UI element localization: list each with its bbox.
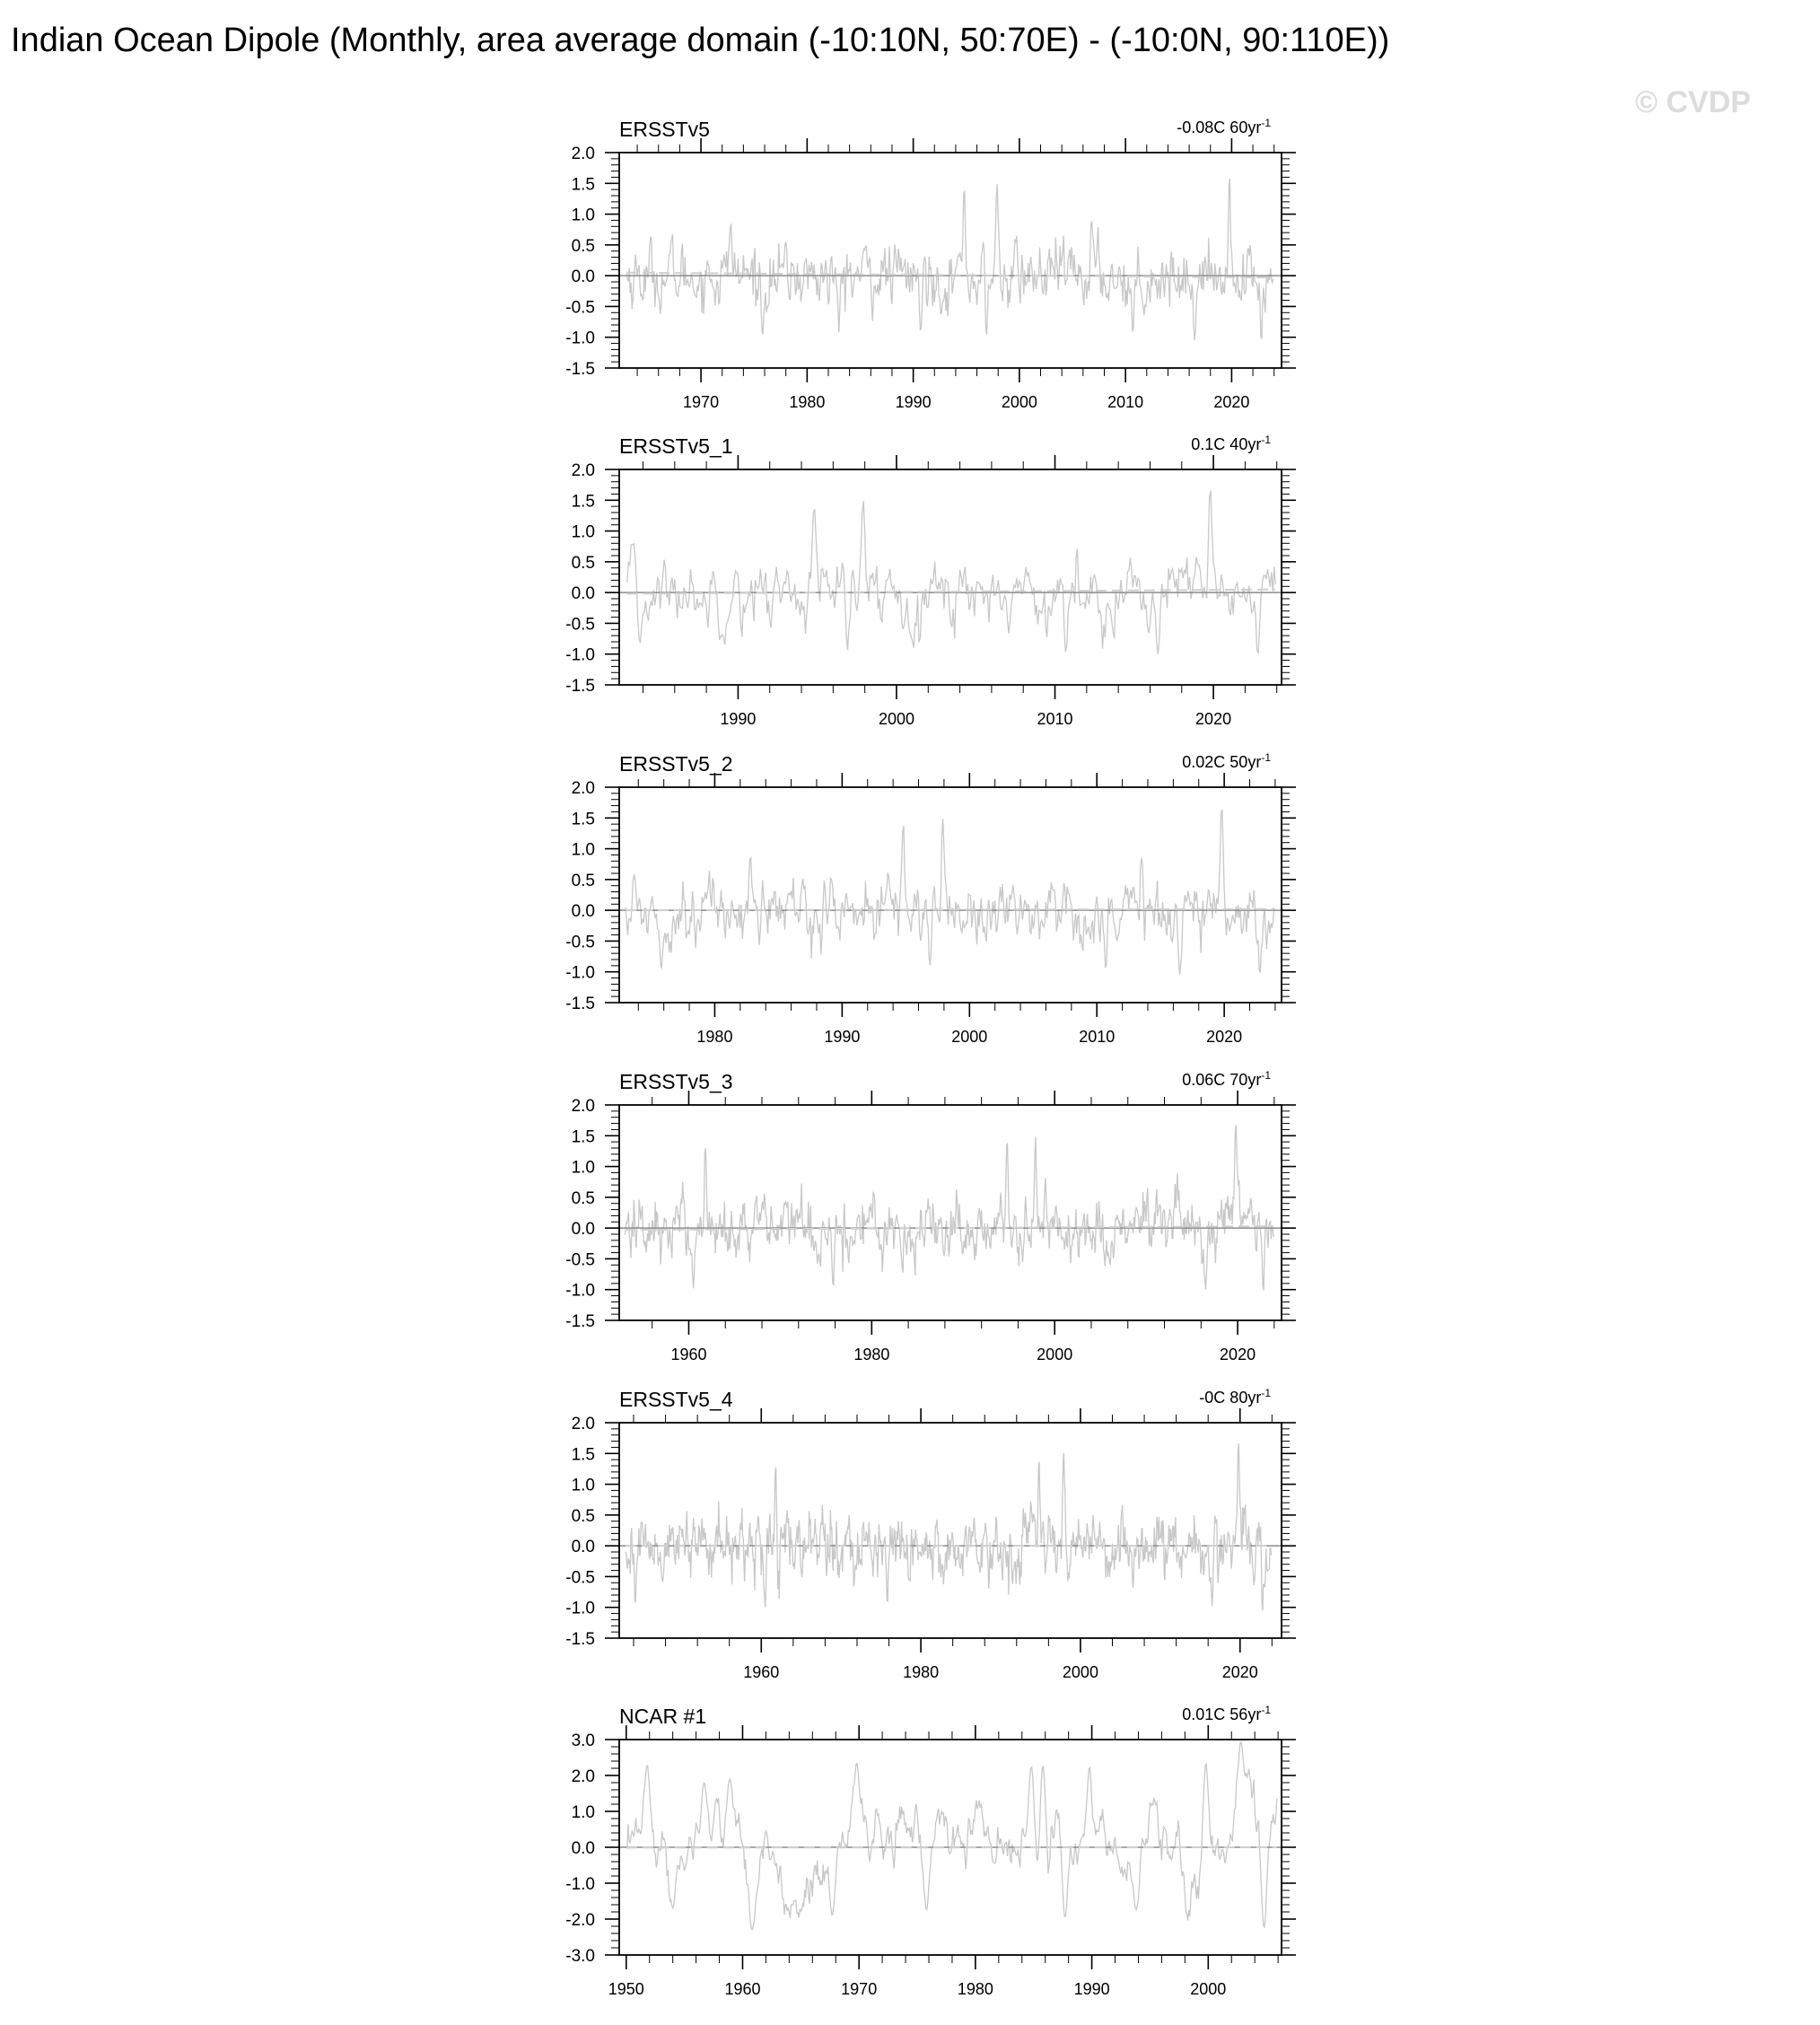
trend-label: -0C 80yr xyxy=(1199,1389,1262,1407)
series-line xyxy=(625,1125,1273,1290)
y-tick-label: 1.0 xyxy=(571,1476,595,1495)
x-tick-label: 2020 xyxy=(1221,1663,1258,1681)
y-tick-label: 0.0 xyxy=(571,584,595,604)
trend-line xyxy=(626,909,1273,910)
x-tick-label: 2020 xyxy=(1195,710,1232,728)
y-tick-label: 0.0 xyxy=(571,267,595,287)
y-tick-label: 0.0 xyxy=(571,1538,595,1557)
y-tick-label: -1.5 xyxy=(565,677,595,696)
y-tick-label: 0.0 xyxy=(571,1839,595,1858)
panel-4 xyxy=(565,1069,1296,1363)
x-tick-label: 2000 xyxy=(878,710,914,728)
y-tick-label: 0.0 xyxy=(571,902,595,922)
x-tick-label: 2000 xyxy=(1062,1663,1098,1681)
series-line xyxy=(626,1742,1277,1930)
y-tick-label: -2.0 xyxy=(565,1911,595,1930)
x-tick-label: 2010 xyxy=(1037,710,1073,728)
series-line xyxy=(627,491,1275,654)
trend-label: 0.1C 40yr xyxy=(1191,435,1262,453)
panel-2 xyxy=(565,434,1296,728)
y-tick-label: 1.5 xyxy=(571,1127,595,1147)
x-tick-label: 1970 xyxy=(683,393,720,411)
x-tick-label: 1960 xyxy=(670,1346,707,1363)
y-tick-label: 1.0 xyxy=(571,522,595,542)
y-tick-label: 2.0 xyxy=(571,145,595,163)
copyright-watermark: © CVDP xyxy=(1635,85,1751,119)
y-tick-label: -1.0 xyxy=(565,1599,595,1618)
plot-frame xyxy=(619,153,1282,368)
y-tick-label: -0.5 xyxy=(565,933,595,952)
panel-title: NCAR #1 xyxy=(619,1705,707,1728)
y-tick-label: -0.5 xyxy=(565,298,595,318)
y-tick-label: -3.0 xyxy=(565,1947,595,1966)
x-tick-label: 1980 xyxy=(957,1980,993,1998)
y-tick-label: 0.5 xyxy=(571,236,595,256)
trend-label: 0.01C 56yr xyxy=(1182,1705,1262,1723)
y-tick-label: 0.5 xyxy=(571,553,595,573)
x-tick-label: 1990 xyxy=(895,393,932,411)
x-tick-label: 2000 xyxy=(1037,1346,1073,1363)
y-tick-label: 2.0 xyxy=(571,1767,595,1786)
panel-title: ERSSTv5_3 xyxy=(619,1070,733,1093)
y-tick-label: -1.5 xyxy=(565,1312,595,1331)
y-tick-label: 2.0 xyxy=(571,1415,595,1433)
y-tick-label: -0.5 xyxy=(565,615,595,635)
series-line xyxy=(626,810,1274,975)
x-tick-label: 2020 xyxy=(1206,1028,1243,1046)
x-tick-label: 1980 xyxy=(903,1663,940,1681)
panel-5 xyxy=(565,1387,1296,1681)
x-tick-label: 2010 xyxy=(1107,393,1144,411)
y-tick-label: 0.5 xyxy=(571,1506,595,1526)
y-tick-label: -1.0 xyxy=(565,963,595,983)
panel-6 xyxy=(565,1704,1296,1998)
y-tick-label: 2.0 xyxy=(571,461,595,480)
y-tick-label: 1.5 xyxy=(571,175,595,195)
y-tick-label: 1.5 xyxy=(571,810,595,829)
y-tick-label: -1.0 xyxy=(565,645,595,665)
y-tick-label: 2.0 xyxy=(571,779,595,798)
y-tick-label: 1.5 xyxy=(571,1445,595,1465)
y-tick-label: -1.0 xyxy=(565,329,595,348)
y-tick-label: 2.0 xyxy=(571,1097,595,1116)
trend-exponent: -1 xyxy=(1261,117,1271,129)
series-line xyxy=(626,1443,1272,1609)
panel-1 xyxy=(565,117,1296,411)
x-tick-label: 2000 xyxy=(1190,1980,1227,1998)
x-tick-label: 1990 xyxy=(1073,1980,1110,1998)
x-tick-label: 1980 xyxy=(696,1028,733,1046)
plot-frame xyxy=(619,469,1282,685)
trend-annotation xyxy=(1191,434,1271,453)
trend-exponent: -1 xyxy=(1261,751,1271,764)
y-tick-label: 1.0 xyxy=(571,206,595,225)
y-tick-label: -1.5 xyxy=(565,360,595,379)
x-tick-label: 2020 xyxy=(1213,393,1250,411)
trend-label: 0.06C 70yr xyxy=(1182,1071,1262,1089)
x-tick-label: 1980 xyxy=(789,393,826,411)
trend-label: 0.02C 50yr xyxy=(1182,753,1262,771)
trend-exponent: -1 xyxy=(1261,1069,1271,1082)
y-tick-label: 1.0 xyxy=(571,840,595,860)
trend-annotation xyxy=(1199,1387,1271,1407)
y-tick-label: -0.5 xyxy=(565,1250,595,1270)
y-tick-label: 1.0 xyxy=(571,1158,595,1178)
x-tick-label: 1970 xyxy=(841,1980,878,1998)
panel-title: ERSSTv5_1 xyxy=(619,434,733,458)
panel-title: ERSSTv5_4 xyxy=(619,1388,733,1411)
x-tick-label: 2000 xyxy=(1001,393,1037,411)
x-tick-label: 1950 xyxy=(608,1980,644,1998)
x-tick-label: 1990 xyxy=(824,1028,861,1046)
trend-exponent: -1 xyxy=(1261,1387,1271,1399)
panel-title: ERSSTv5 xyxy=(619,118,710,141)
y-tick-label: -0.5 xyxy=(565,1568,595,1588)
series-line xyxy=(626,179,1273,340)
trend-annotation xyxy=(1182,1704,1271,1723)
x-tick-label: 1960 xyxy=(724,1980,761,1998)
y-tick-label: -1.0 xyxy=(565,1281,595,1301)
x-tick-label: 2020 xyxy=(1220,1346,1256,1363)
y-tick-label: 0.5 xyxy=(571,1188,595,1208)
y-tick-label: -1.0 xyxy=(565,1875,595,1894)
x-tick-label: 1960 xyxy=(743,1663,780,1681)
y-tick-label: 0.5 xyxy=(571,871,595,890)
trend-exponent: -1 xyxy=(1261,434,1271,446)
y-tick-label: 0.0 xyxy=(571,1220,595,1240)
trend-exponent: -1 xyxy=(1261,1704,1271,1716)
trend-annotation xyxy=(1177,117,1271,136)
figure-title: Indian Ocean Dipole (Monthly, area average domain (-10:10N, 50:70E) - (-10:0N, 90:110E)) xyxy=(11,22,1390,59)
panel-3 xyxy=(565,751,1296,1046)
x-tick-label: 1990 xyxy=(720,710,757,728)
plot-frame xyxy=(619,787,1282,1003)
y-tick-label: -1.5 xyxy=(565,1630,595,1649)
panel-title: ERSSTv5_2 xyxy=(619,752,733,776)
x-tick-label: 2000 xyxy=(951,1028,988,1046)
x-tick-label: 2010 xyxy=(1079,1028,1116,1046)
trend-annotation xyxy=(1182,751,1271,771)
trend-annotation xyxy=(1182,1069,1271,1089)
y-tick-label: 1.0 xyxy=(571,1803,595,1822)
y-tick-label: 1.5 xyxy=(571,492,595,512)
y-tick-label: 3.0 xyxy=(571,1731,595,1750)
x-tick-label: 1980 xyxy=(853,1346,890,1363)
y-tick-label: -1.5 xyxy=(565,995,595,1013)
trend-label: -0.08C 60yr xyxy=(1177,118,1262,136)
